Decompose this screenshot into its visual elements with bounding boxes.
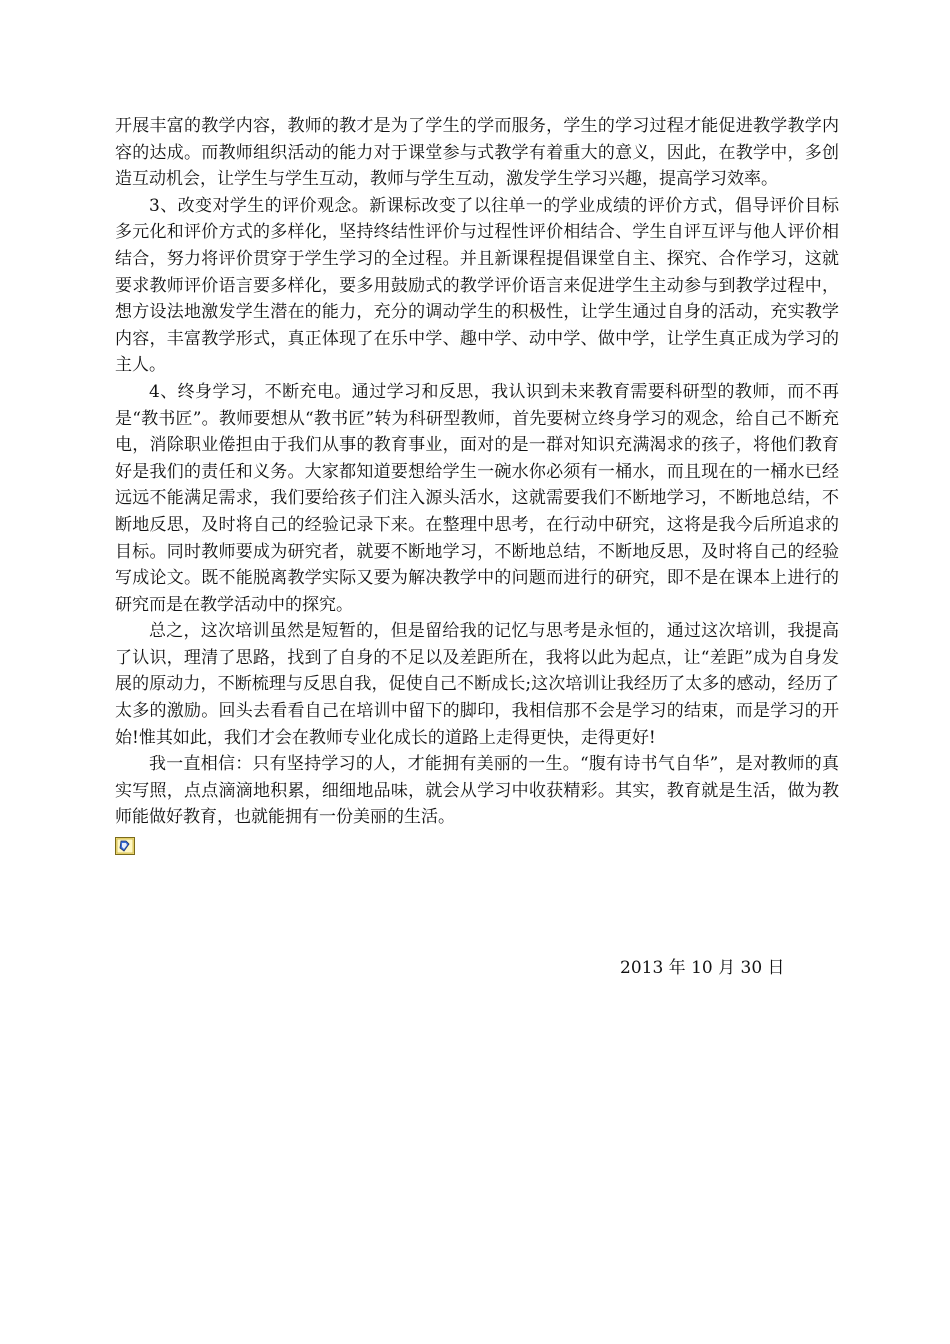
paragraph-1: 开展丰富的教学内容，教师的教才是为了学生的学而服务，学生的学习过程才能促进教学教学内容的达成。而教师组织活动的能力对于课堂参与式教学有着重大的意义，因此，在教学中，多创造互动机会，让学生与学生互动，教师与学生互动，激发学生学习兴趣，提高学习效率。 [115, 116, 839, 190]
paragraph-3: 4、终身学习，不断充电。通过学习和反思，我认识到未来教育需要科研型的教师，而不再是“教书匠”。教师要想从“教书匠”转为科研型教师，首先要树立终身学习的观念，给自己不断充电，消除职业倦担由于我们从事的教育事业，面对的是一群对知识充满渴求的孩子，将他们教育好是我们的责任和义务。大家都知道要想给学生一碗水你必须有一桶水，而且现在的一桶水已经远远不能满足需求，我们要给孩子们注入源头活水，这就需要我们不断地学习，不断地总结，不断地反思，及时将自己的经验记录下来。在整理中思考，在行动中研究，这将是我今后所追求的目标。同时教师要成为研究者，就要不断地学习，不断地总结，不断地反思，及时将自己的经验写成论文。既不能脱离教学实际又要为解决教学中的问题而进行的研究，即不是在课本上进行的研究而是在教学活动中的探究。 [115, 381, 839, 615]
paragraph-4: 总之，这次培训虽然是短暂的，但是留给我的记忆与思考是永恒的，通过这次培训，我提高了认识，理清了思路，找到了自身的不足以及差距所在，我将以此为起点，让“差距”成为自身发展的原动力，不断梳理与反思自我，促使自己不断成长;这次培训让我经历了太多的感动，经历了太多的激励。回头去看看自己在培训中留下的脚印，我相信那不会是学习的结束，而是学习的开始!惟其如此，我们才会在教师专业化成长的道路上走得更快，走得更好! [115, 621, 839, 748]
document-body [115, 113, 839, 855]
paragraph-5: 我一直相信：只有坚持学习的人，才能拥有美丽的一生。“腹有诗书气自华”，是对教师的真实写照，点点滴滴地积累，细细地品味，就会从学习中收获精彩。其实，教育就是生活，做为教师能做好教育，也就能拥有一份美丽的生活。 [115, 754, 839, 828]
document-date: 2013 年 10 月 30 日 [620, 958, 785, 978]
embedded-object-icon[interactable] [115, 837, 135, 855]
paragraph-2: 3、改变对学生的评价观念。新课标改变了以往单一的学业成绩的评价方式，倡导评价目标多元化和评价方式的多样化，坚持终结性评价与过程性评价相结合、学生自评互评与他人评价相结合，努力将评价贯穿于学生学习的全过程。并且新课程提倡课堂自主、探究、合作学习，这就要求教师评价语言要多样化，要多用鼓励式的教学评价语言来促进学生主动参与到教学过程中，想方设法地激发学生潜在的能力，充分的调动学生的积极性，让学生通过自身的活动，充实教学内容，丰富教学形式，真正体现了在乐中学、趣中学、动中学、做中学，让学生真正成为学习的主人。 [115, 195, 839, 376]
